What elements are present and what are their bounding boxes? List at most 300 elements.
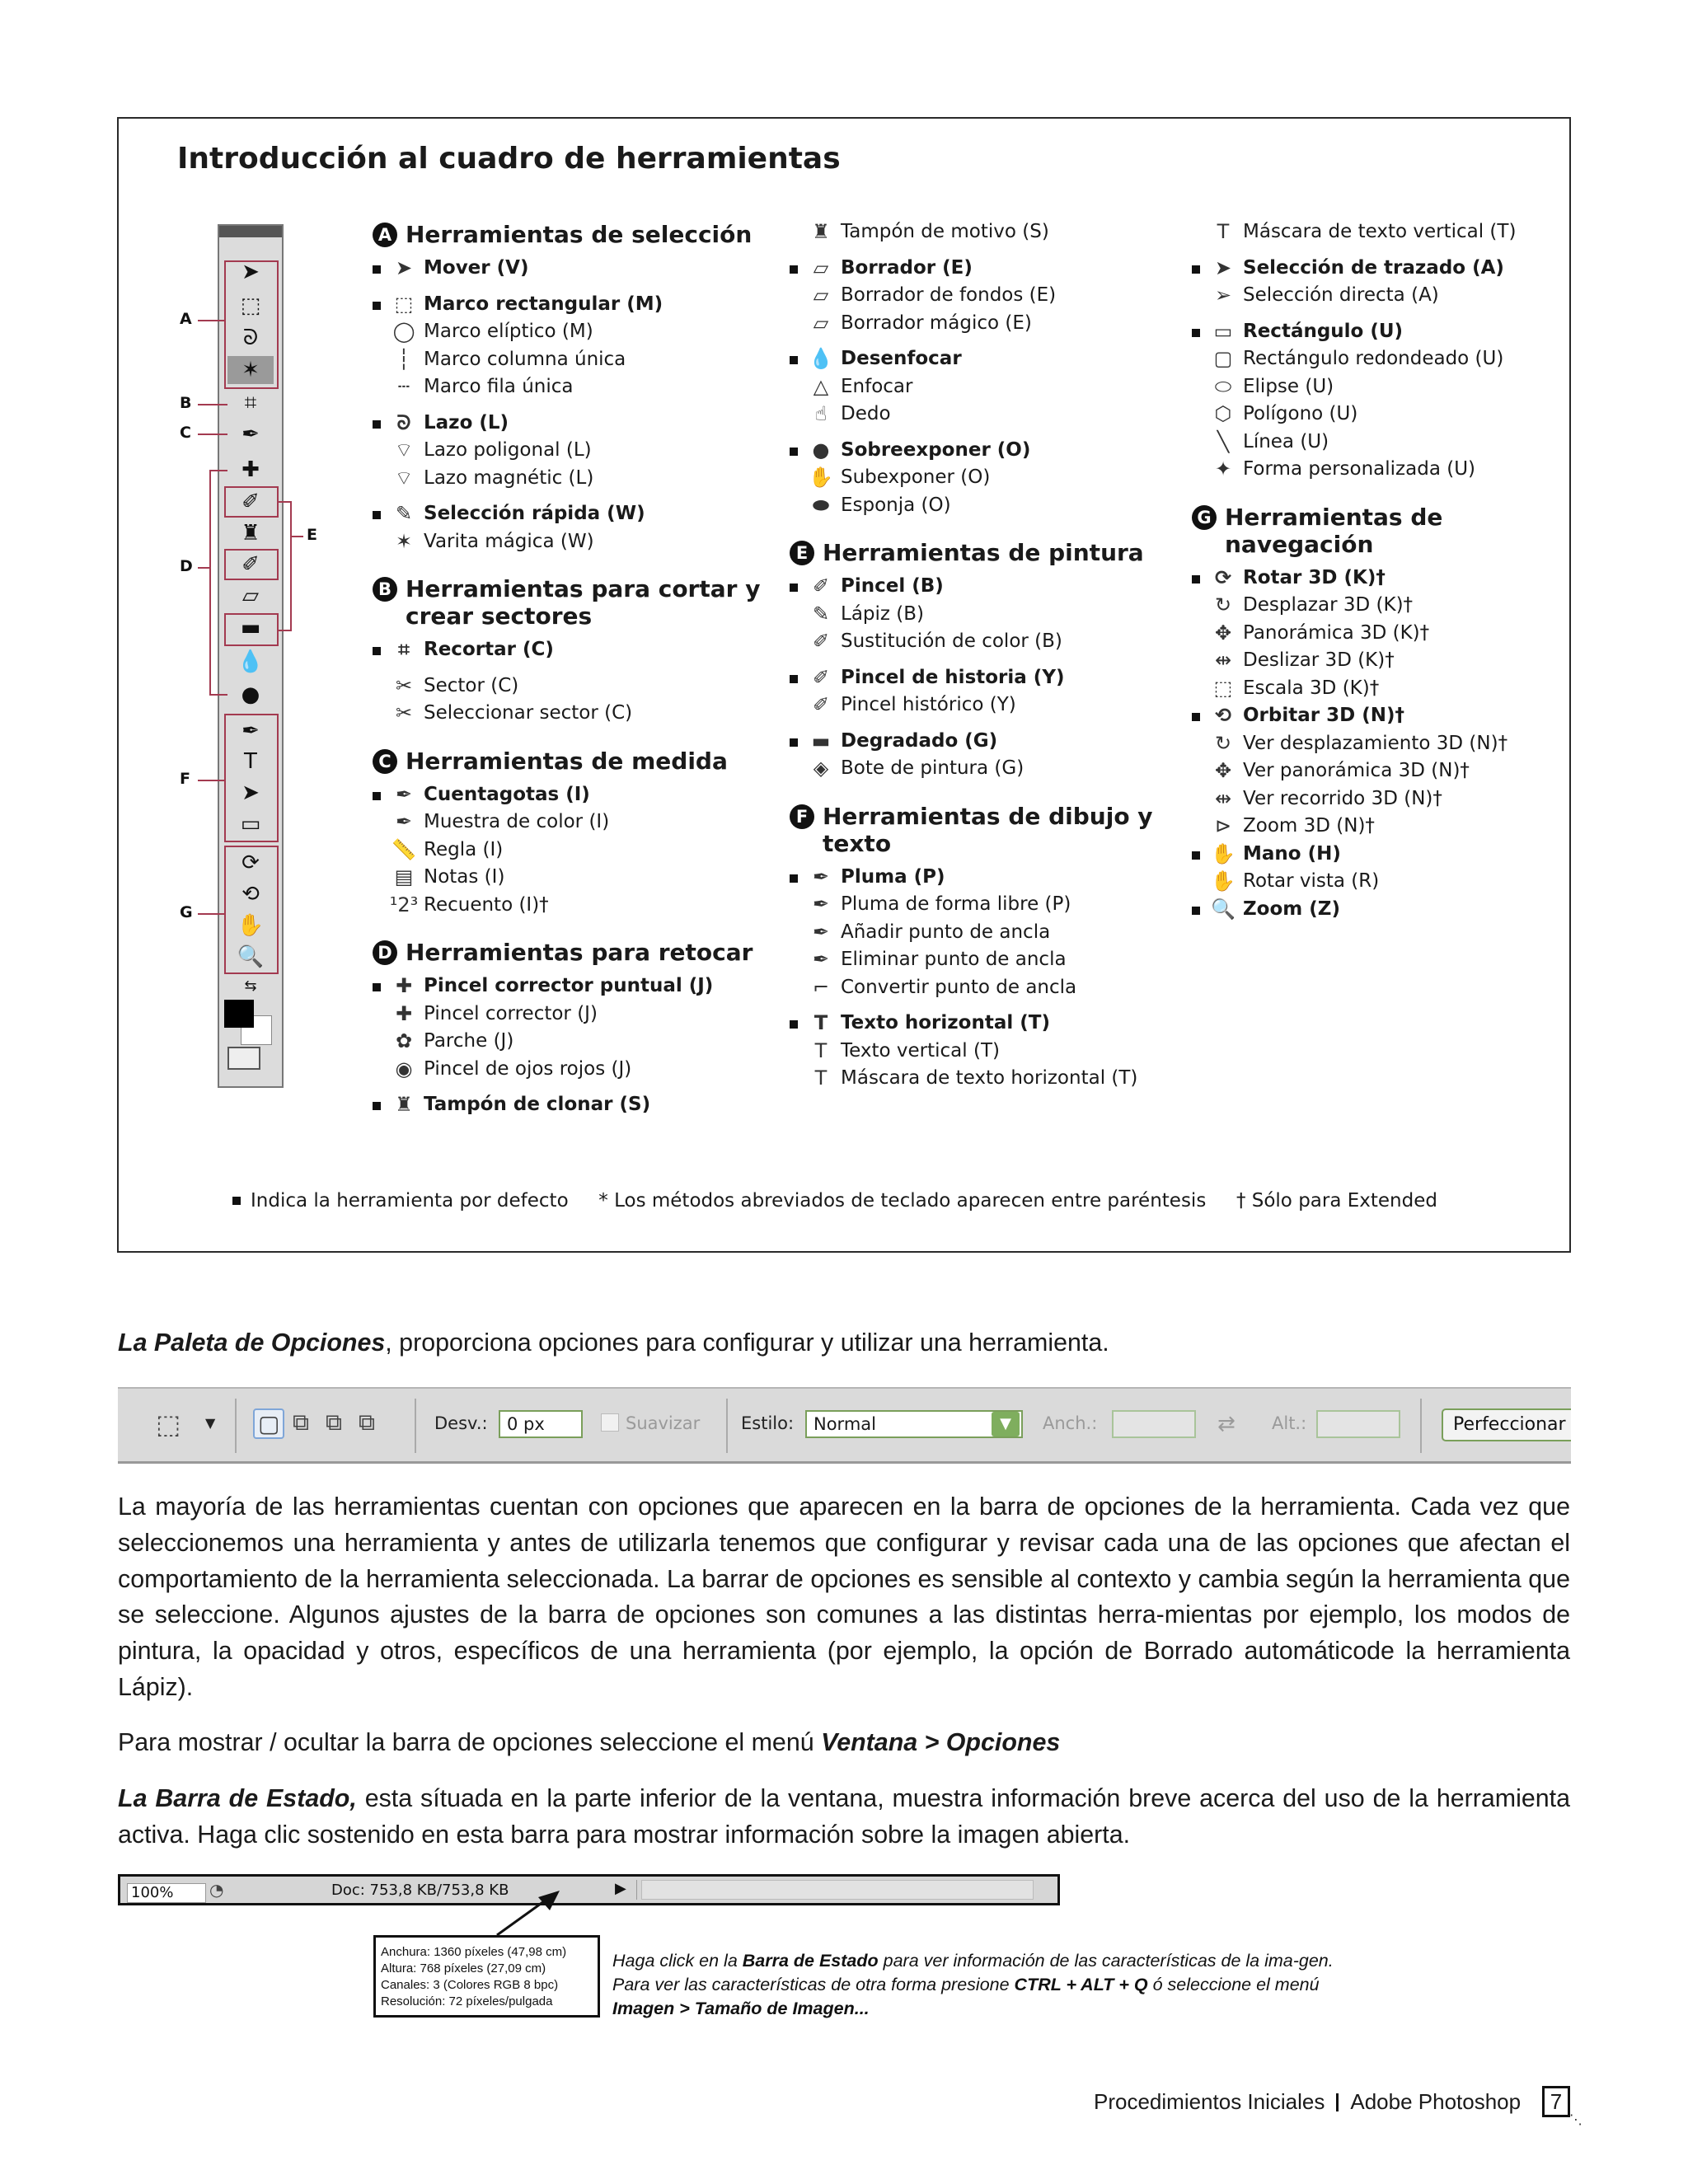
separator xyxy=(726,1399,728,1453)
tool-entry xyxy=(1192,813,1571,841)
eyedropper-icon: ✒ xyxy=(395,782,413,806)
tool-entry xyxy=(373,528,768,556)
zoom-icon[interactable]: 🔍 xyxy=(237,944,265,969)
healing-brush-icon: ✚ xyxy=(395,1001,413,1025)
tool-entry xyxy=(1192,675,1571,703)
spot-healing-icon[interactable]: ✚ xyxy=(241,457,260,482)
polygonal-lasso-icon: ⌔ xyxy=(394,438,414,462)
tool-label: Bote de pintura (G) xyxy=(841,757,1025,779)
add-selection-icon[interactable]: ⧉ xyxy=(293,1408,309,1436)
tool-label: Pincel histórico (Y) xyxy=(841,694,1016,715)
tool-label: Pincel corrector (J) xyxy=(424,1002,598,1024)
paragraph-options-explanation: La mayoría de las herramientas cuentan con opciones que aparecen en la barra de opciones de la herramienta. Cada vez que seleccionemos una herramienta y antes de utilizarla tenemos que configurar y revisar cada una de las opciones que afectan el comportamiento de la herramienta seleccionada. La barrar de opciones es sensible al contexto y cambia según la herramienta que se seleccione. Algunos ajustes de la barra de opciones son comunes a las distintas herra-mientas por ejemplo, los modos de pintura, la opacidad y otros, específicos de una herramienta (por ejemplo, la opción de Borrado automáticode la herramienta Lápiz). xyxy=(118,1493,1570,1701)
direct-selection-icon: ➢ xyxy=(1214,284,1232,307)
height-input[interactable] xyxy=(1316,1410,1400,1438)
tool-entry xyxy=(790,946,1185,974)
label-g: G xyxy=(180,903,193,921)
width-input[interactable] xyxy=(1112,1410,1196,1438)
default-tool-marker xyxy=(373,792,381,800)
tool-label: Pluma (P) xyxy=(841,865,945,888)
tools-column-1 xyxy=(373,221,768,1119)
tool-entry xyxy=(790,437,1185,465)
history-brush-icon[interactable]: ✐ xyxy=(241,552,260,577)
default-tool-marker xyxy=(790,583,798,592)
move-icon: ➤ xyxy=(395,256,413,279)
arrow-head xyxy=(538,1891,560,1910)
clone-stamp-icon[interactable]: ♜ xyxy=(241,521,260,546)
tool-entry xyxy=(790,974,1185,1002)
tool-entry xyxy=(1192,565,1571,593)
roll-view-3d-icon: ↻ xyxy=(1214,731,1232,755)
tools-column-3 xyxy=(1192,218,1571,923)
move-icon[interactable]: ➤ xyxy=(241,260,260,284)
tool-entry xyxy=(373,972,768,1001)
info-resolution: Resolución: 72 píxeles/pulgada xyxy=(381,1994,553,2008)
tool-entry xyxy=(373,346,768,374)
tool-entry xyxy=(373,864,768,892)
tool-label: Selección directa (A) xyxy=(1243,284,1439,306)
paragraph-status-bar xyxy=(118,1781,1570,1854)
rectangle-icon[interactable]: ▭ xyxy=(240,812,261,837)
tool-entry xyxy=(1192,592,1571,620)
tool-label: Marco columna única xyxy=(424,348,626,370)
leader-f xyxy=(198,780,224,781)
default-tool-marker xyxy=(1192,907,1200,915)
tool-entry xyxy=(1192,282,1571,310)
page-footer xyxy=(1094,2089,1521,2115)
section-heading xyxy=(373,939,768,966)
smudge-icon: ☝ xyxy=(814,402,828,425)
tool-label: Mover (V) xyxy=(424,257,529,279)
options-bar xyxy=(118,1387,1571,1464)
tool-entry xyxy=(790,345,1185,373)
tool-label: Parche (J) xyxy=(424,1030,514,1052)
foreground-color-swatch[interactable] xyxy=(224,1000,254,1028)
add-anchor-icon: ✒ xyxy=(812,920,830,944)
rectangle-icon: ▭ xyxy=(1213,319,1233,343)
section-heading xyxy=(373,575,768,630)
info-width: Anchura: 1360 píxeles (47,98 cm) xyxy=(381,1945,567,1959)
tool-label: Borrador (E) xyxy=(841,256,973,279)
leader-e xyxy=(290,536,303,537)
tool-label: Línea (U) xyxy=(1243,430,1329,452)
tool-entry xyxy=(790,601,1185,629)
style-dropdown-chevron-icon[interactable]: ▼ xyxy=(992,1412,1020,1436)
tool-label: Lazo poligonal (L) xyxy=(424,439,592,461)
tool-entry xyxy=(373,673,768,701)
caption-shortcut: CTRL + ALT + Q xyxy=(1014,1975,1148,1994)
status-bar[interactable] xyxy=(118,1874,1060,1905)
rect-marquee-icon[interactable]: ⬚ xyxy=(240,293,261,318)
tool-label: Muestra de color (I) xyxy=(424,811,610,832)
label-f: F xyxy=(180,770,190,788)
height-label: Alt.: xyxy=(1272,1413,1307,1433)
tool-label: Marco fila única xyxy=(424,376,574,397)
default-tool-marker xyxy=(1192,851,1200,860)
sponge-icon: ⬬ xyxy=(812,493,830,517)
anti-alias-checkbox[interactable] xyxy=(601,1413,619,1432)
leader-e-bottom xyxy=(279,630,292,631)
tool-entry xyxy=(790,573,1185,601)
section-title: Herramientas para cortar y crear sectores xyxy=(406,575,761,630)
tool-entry xyxy=(373,892,768,920)
color-sampler-icon: ✒ xyxy=(395,810,413,833)
section-title: Herramientas de selección xyxy=(406,221,753,248)
tools-column-2 xyxy=(790,218,1185,1093)
default-tool-marker xyxy=(373,983,381,991)
tool-label: Máscara de texto vertical (T) xyxy=(1243,221,1517,242)
default-tool-marker xyxy=(1192,713,1200,721)
default-tool-marker xyxy=(373,265,381,274)
polygon-icon: ⬡ xyxy=(1214,402,1232,425)
tool-label: Mano (H) xyxy=(1243,842,1341,865)
background-eraser-icon: ▱ xyxy=(813,284,829,307)
tool-entry xyxy=(373,373,768,401)
status-bar-caption xyxy=(612,1949,1371,2021)
leader-d xyxy=(198,567,209,569)
orbit-3d-icon[interactable]: ⟲ xyxy=(241,882,260,907)
tool-entry xyxy=(1192,429,1571,457)
tool-entry xyxy=(1192,218,1571,246)
tool-label: Pincel de historia (Y) xyxy=(841,666,1065,688)
separator xyxy=(636,1880,637,1900)
tool-label: Polígono (U) xyxy=(1243,403,1358,424)
horizontal-scrollbar[interactable] xyxy=(641,1880,1034,1900)
tool-label: Zoom 3D (N)† xyxy=(1243,815,1375,837)
delete-anchor-icon: ✒ xyxy=(812,948,830,971)
red-eye-icon: ◉ xyxy=(395,1057,413,1080)
gradient-icon: ▬ xyxy=(811,729,831,752)
slice-select-icon: ✂ xyxy=(395,701,413,724)
tool-entry xyxy=(1192,785,1571,813)
type-icon[interactable]: T xyxy=(244,749,257,774)
hand-icon[interactable]: ✋ xyxy=(237,913,265,938)
tool-entry xyxy=(790,492,1185,520)
brush-icon: ✐ xyxy=(812,574,830,598)
freeform-pen-icon: ✒ xyxy=(812,893,830,916)
default-tool-marker xyxy=(373,647,381,655)
custom-shape-icon: ✦ xyxy=(1214,457,1232,480)
tool-entry xyxy=(1192,373,1571,401)
clone-stamp-icon: ♜ xyxy=(395,1093,413,1116)
lasso-icon[interactable]: ᘐ xyxy=(242,326,259,350)
leader-b xyxy=(198,404,227,405)
tool-label: Selección de trazado (A) xyxy=(1243,256,1504,279)
tool-entry xyxy=(373,636,768,664)
style-select[interactable]: Normal xyxy=(805,1410,1023,1438)
walk-view-3d-icon: ⇹ xyxy=(1214,786,1232,810)
legend-shortcuts: * Los métodos abreviados de teclado aparecen entre paréntesis xyxy=(598,1190,1207,1212)
blur-icon: 💧 xyxy=(809,347,833,370)
eraser-icon[interactable]: ▱ xyxy=(242,583,259,608)
page-number: 7 xyxy=(1542,2086,1570,2117)
tool-label: Escala 3D (K)† xyxy=(1243,677,1380,699)
paint-bucket-icon: ◈ xyxy=(813,757,829,780)
horizontal-type-mask-icon: T xyxy=(814,1066,828,1090)
tool-entry xyxy=(373,1028,768,1056)
zoom-icon: 🔍 xyxy=(1211,897,1236,921)
tool-entry xyxy=(790,1010,1185,1038)
paragraph-options-palette xyxy=(118,1325,1570,1361)
roll-3d-icon: ↻ xyxy=(1214,593,1232,616)
lasso-icon: ᘐ xyxy=(396,410,411,434)
tool-entry xyxy=(1192,702,1571,730)
pan-3d-icon: ✥ xyxy=(1214,621,1232,644)
tool-label: Lápiz (B) xyxy=(841,602,925,625)
swap-width-height-icon[interactable]: ⇄ xyxy=(1217,1412,1236,1436)
caption-text-1: Haga click en la xyxy=(612,1951,743,1971)
pattern-stamp-icon: ♜ xyxy=(812,220,830,243)
group-e-outline-2 xyxy=(224,549,279,580)
tool-entry xyxy=(790,864,1185,892)
tool-label: Rotar vista (R) xyxy=(1243,870,1380,892)
label-d: D xyxy=(180,557,193,575)
subtract-selection-icon[interactable]: ⧉ xyxy=(326,1408,342,1436)
default-tool-marker xyxy=(790,738,798,747)
default-tool-marker xyxy=(790,356,798,364)
tool-entry xyxy=(1192,456,1571,484)
caption-menu-path: Imagen > Tamaño de Imagen... xyxy=(612,1999,870,2018)
history-brush-icon: ✐ xyxy=(812,665,830,689)
count-icon: ¹2³ xyxy=(389,893,419,916)
path-selection-icon: ➤ xyxy=(1214,255,1232,279)
anti-alias-label: Suavizar xyxy=(626,1413,701,1433)
tool-entry xyxy=(373,700,768,728)
section-badge: G xyxy=(1192,505,1217,530)
tool-entry xyxy=(373,410,768,438)
caption-text-2: para ver información de las características de la ima-gen. Para ver las características de otra forma presione xyxy=(612,1951,1334,1994)
magnetic-lasso-icon: ⌔ xyxy=(394,466,414,490)
rotate-3d-icon[interactable]: ⟳ xyxy=(241,851,260,875)
tool-label: Tampón de motivo (S) xyxy=(841,221,1049,242)
tool-entry xyxy=(1192,757,1571,785)
magic-wand-icon[interactable]: ✶ xyxy=(227,356,274,384)
section-heading xyxy=(1192,504,1571,558)
rotate-3d-icon: ⟳ xyxy=(1214,565,1232,589)
window-options-menu-path: Ventana > Opciones xyxy=(821,1728,1061,1756)
tool-entry xyxy=(1192,730,1571,758)
tool-label: Sector (C) xyxy=(424,674,519,696)
tool-entry xyxy=(1192,345,1571,373)
tool-entry xyxy=(790,401,1185,429)
tool-entry xyxy=(373,465,768,493)
orbit-3d-icon: ⟲ xyxy=(1214,704,1232,727)
tool-label: Ver recorrido 3D (N)† xyxy=(1243,787,1442,809)
tool-label: Seleccionar sector (C) xyxy=(424,702,633,724)
tool-label: Regla (I) xyxy=(424,838,504,860)
pan-view-3d-icon: ✥ xyxy=(1214,759,1232,782)
new-selection-icon[interactable]: ▢ xyxy=(253,1408,284,1439)
toolbox-header xyxy=(219,226,282,237)
section-badge: D xyxy=(373,940,397,965)
intersect-selection-icon[interactable]: ⧉ xyxy=(359,1408,375,1436)
tool-label: Cuentagotas (I) xyxy=(424,783,590,805)
tool-entry xyxy=(790,310,1185,338)
crop-icon: ⌗ xyxy=(398,638,410,661)
blur-icon[interactable]: 💧 xyxy=(237,649,265,674)
tool-entry xyxy=(790,1065,1185,1093)
options-palette-desc: , proporciona opciones para configurar y utilizar una herramienta. xyxy=(385,1329,1109,1357)
legend-extended: † Sólo para Extended xyxy=(1236,1190,1437,1212)
tool-entry xyxy=(790,218,1185,246)
section-badge: A xyxy=(373,223,397,247)
tool-entry xyxy=(790,664,1185,692)
crop-icon[interactable]: ⌗ xyxy=(244,391,257,415)
tool-entry xyxy=(1192,841,1571,869)
tool-label: Máscara de texto horizontal (T) xyxy=(841,1067,1138,1089)
tool-entry xyxy=(1192,620,1571,648)
tool-entry xyxy=(790,919,1185,947)
tool-entry xyxy=(790,1038,1185,1066)
separator xyxy=(1420,1399,1422,1453)
zoom-level-field[interactable]: 100% xyxy=(127,1883,206,1903)
tool-label: Degradado (G) xyxy=(841,729,998,752)
ruler-icon: 📏 xyxy=(392,837,416,861)
tool-label: Borrador mágico (E) xyxy=(841,312,1032,334)
pen-icon[interactable]: ✒ xyxy=(241,719,260,743)
default-tool-marker xyxy=(1192,265,1200,274)
tool-label: Texto vertical (T) xyxy=(841,1039,1000,1062)
footer-separator xyxy=(1336,2093,1339,2111)
leader-a xyxy=(198,320,224,321)
default-tool-marker xyxy=(790,1020,798,1029)
section-title: Herramientas para retocar xyxy=(406,939,753,966)
eyedropper-icon[interactable]: ✒ xyxy=(241,422,260,447)
paragraph-show-hide-options xyxy=(118,1725,1570,1761)
tool-entry xyxy=(373,500,768,528)
slide-3d-icon: ⇹ xyxy=(1214,649,1232,672)
column-marquee-icon: ┆ xyxy=(397,347,410,371)
figure-title: Introducción al cuadro de herramientas xyxy=(177,142,841,176)
caption-text-3: ó seleccione el menú xyxy=(1147,1975,1320,1994)
scale-3d-icon: ⬚ xyxy=(1213,676,1233,700)
tool-label: Tampón de clonar (S) xyxy=(424,1094,651,1115)
tool-entry xyxy=(790,691,1185,719)
group-a-outline xyxy=(224,260,279,389)
status-menu-arrow-icon[interactable]: ▶ xyxy=(615,1880,626,1897)
tool-label: Ver desplazamiento 3D (N)† xyxy=(1243,732,1508,754)
section-heading xyxy=(373,221,768,248)
tool-entry xyxy=(790,728,1185,756)
tool-label: Añadir punto de ancla xyxy=(841,921,1051,943)
slice-icon: ✂ xyxy=(395,673,413,697)
marquee-preset-icon[interactable]: ⬚ xyxy=(156,1408,181,1440)
line-icon: ╲ xyxy=(1217,429,1230,453)
tool-label: Forma personalizada (U) xyxy=(1243,458,1476,480)
default-tool-marker xyxy=(232,1197,241,1205)
rounded-rectangle-icon: ▢ xyxy=(1213,347,1233,370)
group-f-outline xyxy=(224,714,279,842)
vertical-type-icon: T xyxy=(814,1038,828,1062)
zoom-3d-icon: ⊳ xyxy=(1214,814,1232,837)
label-e: E xyxy=(307,526,317,544)
group-e-outline-3 xyxy=(224,613,279,646)
tool-entry xyxy=(790,373,1185,401)
feather-input[interactable]: 0 px xyxy=(499,1410,583,1438)
tool-entry xyxy=(1192,868,1571,896)
tool-label: Subexponer (O) xyxy=(841,466,991,488)
quick-mask-icon[interactable] xyxy=(227,1047,260,1070)
tool-label: Rectángulo redondeado (U) xyxy=(1243,348,1504,369)
label-c: C xyxy=(180,424,191,442)
tool-label: Sustitución de color (B) xyxy=(841,630,1062,652)
tool-entry xyxy=(790,282,1185,310)
gradient-icon[interactable]: ▬ xyxy=(240,616,261,640)
tool-entry xyxy=(790,628,1185,656)
tool-entry xyxy=(373,781,768,809)
bracket-e xyxy=(290,501,292,631)
separator xyxy=(415,1399,416,1453)
group-e-outline-1 xyxy=(224,486,279,518)
tool-label: Dedo xyxy=(841,403,891,424)
tool-entry xyxy=(1192,255,1571,283)
convert-anchor-icon: ⌐ xyxy=(812,975,830,999)
info-height: Altura: 768 píxeles (27,09 cm) xyxy=(381,1961,546,1975)
brush-icon[interactable]: ✐ xyxy=(241,490,260,514)
color-replacement-icon: ✐ xyxy=(812,630,830,653)
default-tool-marker xyxy=(373,302,381,310)
tool-label: Texto horizontal (T) xyxy=(841,1012,1050,1033)
tool-label: Lazo magnétic (L) xyxy=(424,466,594,489)
tool-label: Selección rápida (W) xyxy=(424,503,645,524)
default-tool-marker xyxy=(1192,575,1200,583)
tool-entry xyxy=(790,255,1185,283)
swap-colors-icon[interactable]: ⇆ xyxy=(244,977,257,995)
tool-entry xyxy=(790,755,1185,783)
leader-g xyxy=(198,913,224,915)
chevron-down-icon[interactable]: ▼ xyxy=(205,1415,216,1431)
status-options-icon[interactable]: ◔ xyxy=(209,1880,224,1900)
leader-d-top xyxy=(209,470,227,471)
tool-label: Ver panorámica 3D (N)† xyxy=(1243,760,1470,781)
bracket-d xyxy=(209,470,211,694)
tool-label: Recortar (C) xyxy=(424,639,554,660)
leader-d-bottom xyxy=(209,694,227,696)
default-tool-marker xyxy=(373,1102,381,1110)
default-tool-marker xyxy=(1192,329,1200,337)
tool-entry xyxy=(373,255,768,283)
patch-icon: ✿ xyxy=(395,1029,413,1052)
rect-marquee-icon: ⬚ xyxy=(394,292,414,316)
sharpen-icon: △ xyxy=(813,374,829,398)
document-size-readout[interactable]: Doc: 753,8 KB/753,8 KB xyxy=(331,1882,509,1899)
section-title: Herramientas de dibujo y texto xyxy=(823,802,1153,857)
tool-label: Convertir punto de ancla xyxy=(841,976,1077,998)
section-title: Herramientas de pintura xyxy=(823,539,1144,566)
tool-entry xyxy=(373,318,768,346)
path-selection-icon[interactable]: ➤ xyxy=(241,780,260,805)
tool-label: Pincel de ojos rojos (J) xyxy=(424,1057,632,1080)
style-label: Estilo: xyxy=(741,1413,795,1433)
tool-entry xyxy=(373,837,768,865)
group-g-outline xyxy=(224,846,279,974)
tool-label: Sobreexponer (O) xyxy=(841,438,1031,461)
hand-icon: ✋ xyxy=(1211,841,1236,865)
dodge-icon[interactable]: ● xyxy=(241,682,260,707)
section-badge: B xyxy=(373,577,397,602)
tool-entry xyxy=(1192,647,1571,675)
tool-label: Eliminar punto de ancla xyxy=(841,949,1067,970)
leader-e-top xyxy=(279,501,292,503)
refine-edge-button[interactable]: Perfeccionar xyxy=(1442,1408,1571,1441)
vertical-type-mask-icon: T xyxy=(1217,220,1230,243)
art-history-brush-icon: ✐ xyxy=(812,693,830,716)
tool-entry xyxy=(1192,318,1571,346)
tool-entry xyxy=(373,1091,768,1119)
tool-label: Desenfocar xyxy=(841,348,962,369)
tool-label: Pincel (B) xyxy=(841,575,944,597)
eraser-icon: ▱ xyxy=(813,255,829,279)
